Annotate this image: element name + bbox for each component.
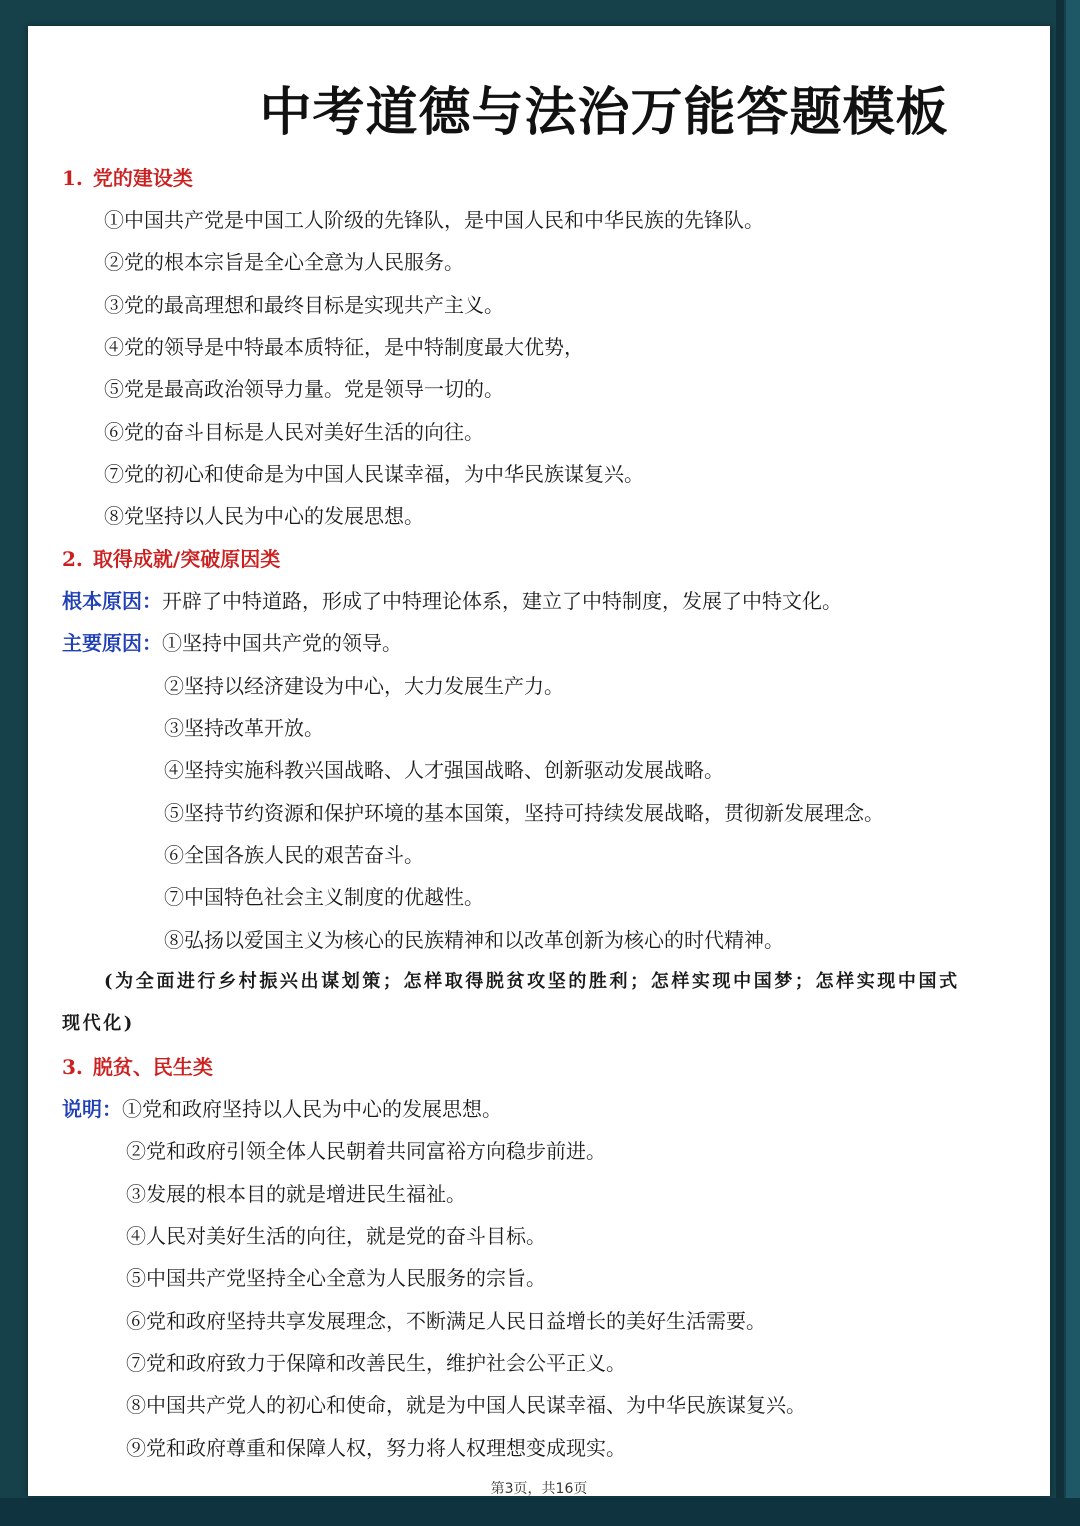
list-item: ①坚持中国共产党的领导。 [162, 631, 402, 655]
section-3-heading [62, 1046, 1040, 1088]
list-item: ④人民对美好生活的向往，就是党的奋斗目标。 [126, 1224, 546, 1248]
background-stripe [1056, 0, 1064, 1526]
section-number: 3. [62, 1055, 83, 1079]
list-item: ③坚持改革开放。 [164, 716, 324, 740]
section-title: 脱贫、民生类 [92, 1055, 213, 1079]
list-item: ⑥党的奋斗目标是人民对美好生活的向往。 [104, 420, 484, 444]
page-number: 第3页，共16页 [490, 1481, 588, 1496]
section-number: 2. [62, 547, 83, 571]
explain-label: 说明： [62, 1097, 122, 1121]
list-item: ⑦中国特色社会主义制度的优越性。 [164, 885, 484, 909]
list-item: ⑥全国各族人民的艰苦奋斗。 [164, 843, 424, 867]
list-item: ①党和政府坚持以人民为中心的发展思想。 [122, 1097, 502, 1121]
section-title: 取得成就/突破原因类 [92, 547, 281, 571]
list-item: ③发展的根本目的就是增进民生福祉。 [126, 1182, 466, 1206]
list-item: ⑤党是最高政治领导力量。党是领导一切的。 [104, 377, 504, 401]
background-bottom-band [0, 1498, 1080, 1526]
list-item: ②党的根本宗旨是全心全意为人民服务。 [104, 250, 464, 274]
note-line: 现代化) [62, 1013, 135, 1034]
section-2-heading [62, 538, 1040, 580]
list-item: ⑧中国共产党人的初心和使命，就是为中国人民谋幸福、为中华民族谋复兴。 [126, 1393, 806, 1417]
note-line: (为全面进行乡村振兴出谋划策；怎样取得脱贫攻坚的胜利；怎样实现中国梦；怎样实现中国式 [104, 971, 960, 992]
list-item: ①中国共产党是中国工人阶级的先锋队，是中国人民和中华民族的先锋队。 [104, 208, 764, 232]
section-title: 党的建设类 [92, 166, 193, 190]
list-item: ⑦党的初心和使命是为中国人民谋幸福，为中华民族谋复兴。 [104, 462, 644, 486]
list-item: ②党和政府引领全体人民朝着共同富裕方向稳步前进。 [126, 1139, 606, 1163]
main-cause-line [62, 622, 1040, 664]
list-item: ③党的最高理想和最终目标是实现共产主义。 [104, 293, 504, 317]
list-item: ⑧弘扬以爱国主义为核心的民族精神和以改革创新为核心的时代精神。 [164, 928, 784, 952]
list-item: ⑧党坚持以人民为中心的发展思想。 [104, 504, 424, 528]
list-item: ⑤坚持节约资源和保护环境的基本国策，坚持可持续发展战略，贯彻新发展理念。 [164, 801, 884, 825]
list-item: ⑦党和政府致力于保障和改善民生，维护社会公平正义。 [126, 1351, 626, 1375]
main-cause-label: 主要原因： [62, 631, 162, 655]
list-item: ⑨党和政府尊重和保障人权，努力将人权理想变成现实。 [126, 1436, 626, 1460]
document-page [28, 26, 1050, 1496]
background-stripe [1066, 0, 1080, 1526]
explain-line [62, 1088, 1040, 1130]
section-number: 1. [62, 166, 83, 190]
list-item: ⑤中国共产党坚持全心全意为人民服务的宗旨。 [126, 1266, 546, 1290]
root-cause-label: 根本原因： [62, 589, 162, 613]
list-item: ②坚持以经济建设为中心，大力发展生产力。 [164, 674, 564, 698]
root-cause-text: 开辟了中特道路，形成了中特理论体系，建立了中特制度，发展了中特文化。 [162, 589, 842, 613]
list-item: ⑥党和政府坚持共享发展理念，不断满足人民日益增长的美好生活需要。 [126, 1309, 766, 1333]
section-1-heading [62, 157, 1040, 199]
list-item: ④坚持实施科教兴国战略、人才强国战略、创新驱动发展战略。 [164, 758, 724, 782]
page-title: 中考道德与法治万能答题模板 [259, 83, 949, 143]
root-cause-line [62, 580, 1040, 622]
list-item: ④党的领导是中特最本质特征，是中特制度最大优势， [104, 335, 584, 359]
